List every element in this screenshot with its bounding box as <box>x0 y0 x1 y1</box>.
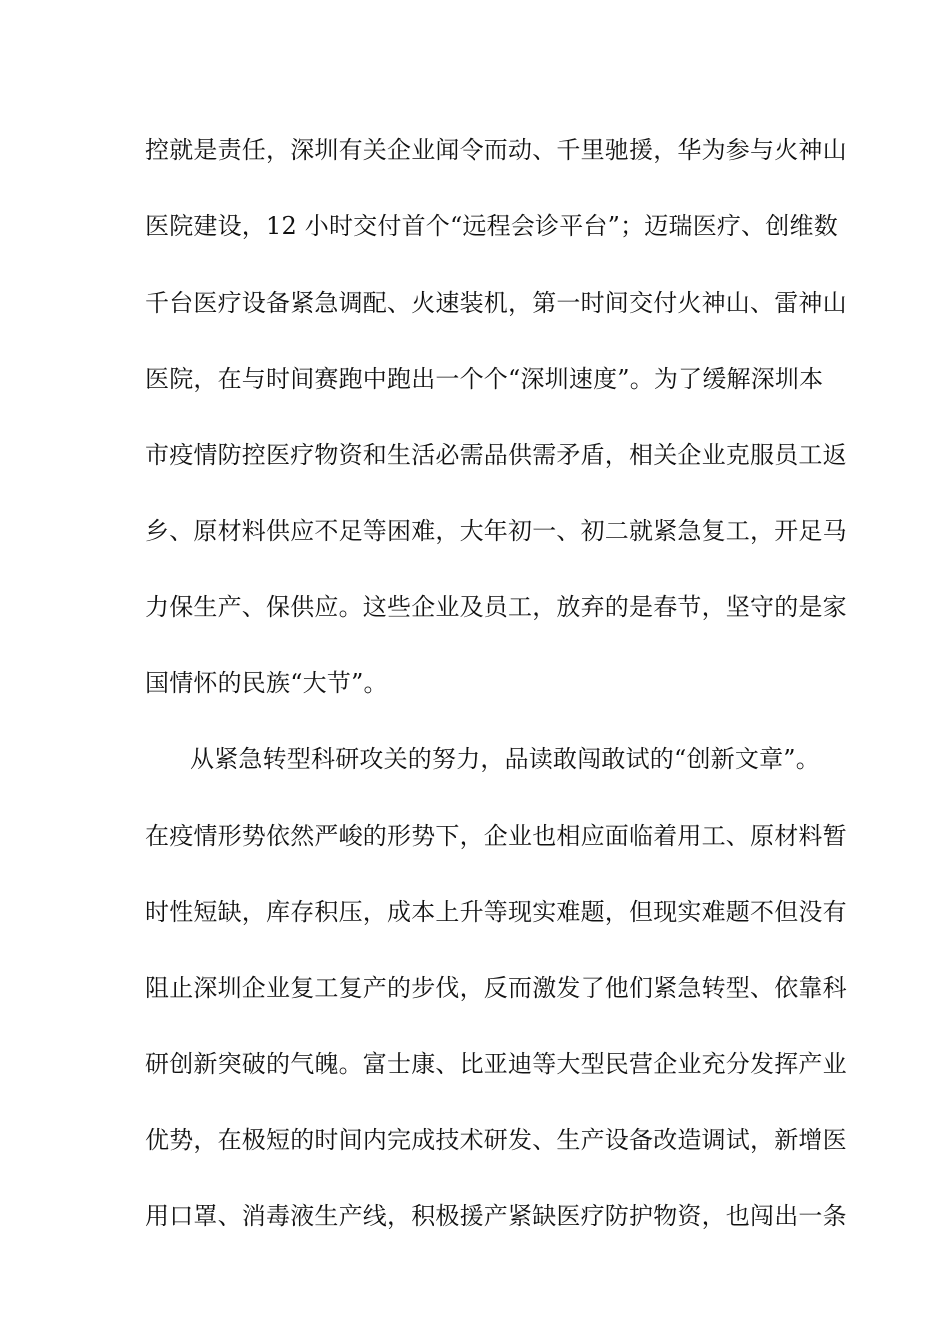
text-line-6: 乡、原材料供应不足等困难，大年初一、初二就紧急复工，开足马 <box>145 517 847 545</box>
text-line-10: 在疫情形势依然严峻的形势下，企业也相应面临着用工、原材料暂 <box>145 822 847 850</box>
text-line-13: 研创新突破的气魄。富士康、比亚迪等大型民营企业充分发挥产业 <box>145 1050 847 1078</box>
text-line-5: 市疫情防控医疗物资和生活必需品供需矛盾，相关企业克服员工返 <box>145 441 847 469</box>
text-line-15: 用口罩、消毒液生产线，积极援产紧缺医疗防护物资，也闯出一条 <box>145 1202 847 1230</box>
text-line-1: 控就是责任，深圳有关企业闻令而动、千里驰援，华为参与火神山 <box>145 136 847 164</box>
text-line-8: 国情怀的民族“大节”。 <box>145 669 388 697</box>
text-line-12: 阻止深圳企业复工复产的步伐，反而激发了他们紧急转型、依靠科 <box>145 974 847 1002</box>
paragraph-start-line: 从紧急转型科研攻关的努力，品读敢闯敢试的“创新文章”。 <box>190 745 820 773</box>
text-line-2: 医院建设，12 小时交付首个“远程会诊平台”；迈瑞医疗、创维数 <box>145 212 838 240</box>
text-line-7: 力保生产、保供应。这些企业及员工，放弃的是春节，坚守的是家 <box>145 593 847 621</box>
text-line-14: 优势，在极短的时间内完成技术研发、生产设备改造调试，新增医 <box>145 1126 847 1154</box>
text-line-4: 医院，在与时间赛跑中跑出一个个“深圳速度”。为了缓解深圳本 <box>145 365 824 393</box>
text-line-11: 时性短缺，库存积压，成本上升等现实难题，但现实难题不但没有 <box>145 898 847 926</box>
text-line-3: 千台医疗设备紧急调配、火速装机，第一时间交付火神山、雷神山 <box>145 289 847 317</box>
